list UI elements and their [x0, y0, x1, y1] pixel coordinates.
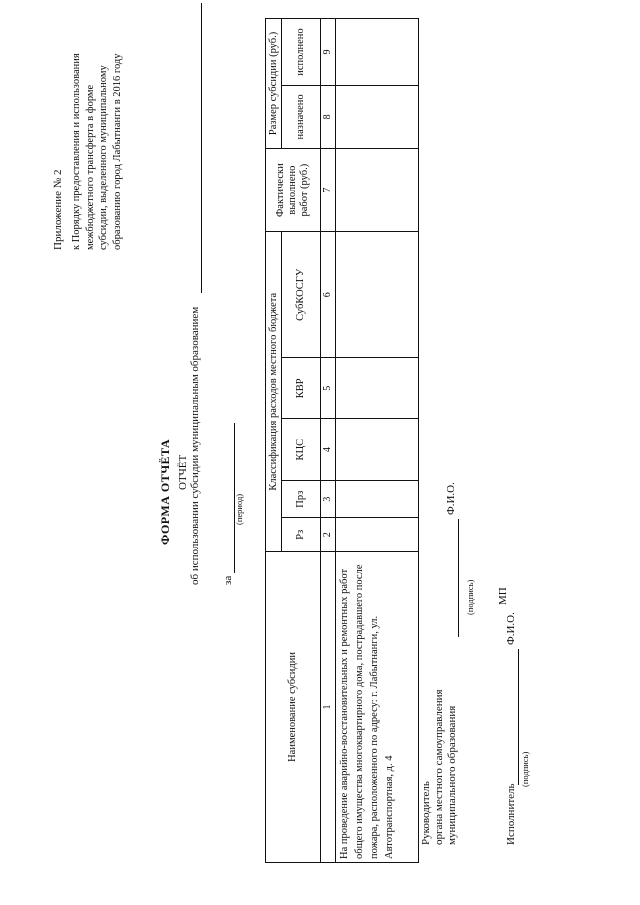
executor-signature-blank — [518, 649, 519, 785]
column-number: 5 — [321, 358, 336, 419]
column-number: 8 — [321, 86, 336, 149]
appendix-line: к Порядку предоставления и использования — [71, 53, 82, 250]
header-subsidy-size: Размер субсидии (руб.) — [266, 19, 282, 149]
header-assigned: назначено — [282, 86, 321, 149]
report-subtitle-text: об использовании субсидии муниципальным образованием — [189, 306, 201, 585]
header-actual: Фактически выполнено работ (руб.) — [266, 148, 321, 232]
head-signature-block — [420, 645, 459, 845]
rz-cell — [336, 518, 419, 551]
header-prz: Прз — [282, 480, 321, 518]
subkosgu-cell — [336, 232, 419, 358]
head-signature-blank — [458, 519, 459, 637]
appendix-number: Приложение № 2 — [52, 169, 64, 250]
appendix-line: субсидии, выделенного муниципальному — [98, 65, 109, 250]
header-executed: исполнено — [282, 19, 321, 86]
column-number: 3 — [321, 480, 336, 518]
head-signature-line: органа местного самоуправления — [433, 689, 445, 845]
header-name: Наименование субсидии — [266, 551, 321, 862]
appendix-text — [70, 10, 124, 250]
actual-cell — [336, 148, 419, 232]
header-subkosgu: СубКОСГУ — [282, 232, 321, 358]
table-row — [336, 19, 419, 863]
column-number: 6 — [321, 232, 336, 358]
head-fio-label: Ф.И.О. — [445, 482, 457, 515]
column-number: 9 — [321, 19, 336, 86]
kvr-cell — [336, 358, 419, 419]
report-subtitle — [189, 285, 201, 585]
assigned-cell — [336, 86, 419, 149]
header-kvr: КВР — [282, 358, 321, 419]
head-signature-line: Руководитель — [420, 781, 432, 845]
column-number: 1 — [321, 551, 336, 862]
header-classification: Классификация расходов местного бюджета — [266, 232, 282, 551]
header-kcs: КЦС — [282, 419, 321, 480]
prz-cell — [336, 480, 419, 518]
column-number: 4 — [321, 419, 336, 480]
report-title: ОТЧЁТ — [177, 454, 189, 490]
form-title: ФОРМА ОТЧЁТА — [158, 438, 172, 545]
head-signature-caption: (подпись) — [465, 579, 475, 615]
appendix-line: образованию город Лабытнанги в 2016 году — [111, 53, 123, 250]
period-caption: (период) — [234, 493, 244, 525]
executed-cell — [336, 19, 419, 86]
column-number: 7 — [321, 148, 336, 232]
column-number: 2 — [321, 518, 336, 551]
header-rz: Рз — [282, 518, 321, 551]
executor-label: Исполнитель — [505, 783, 517, 845]
stamp-place-label: МП — [497, 587, 509, 605]
appendix-line: межбюджетного трансферта в форме — [84, 84, 96, 250]
subsidy-name-cell: На проведение аварийно-восстановительных и ремонтных работ общего имущества многоквартирного дома, пострадавшего после пожара, расположенного по адресу: г. Лабытнанги, ул. Автотранспортная, д. 4 — [336, 551, 419, 862]
kcs-cell — [336, 419, 419, 480]
municipality-blank-line — [201, 3, 202, 293]
head-signature-line: муниципального образования — [446, 705, 458, 845]
executor-signature-caption: (подпись) — [520, 751, 530, 787]
executor-fio-label: Ф.И.О. — [505, 612, 517, 645]
report-table — [265, 18, 419, 863]
for-label: за — [222, 575, 234, 585]
